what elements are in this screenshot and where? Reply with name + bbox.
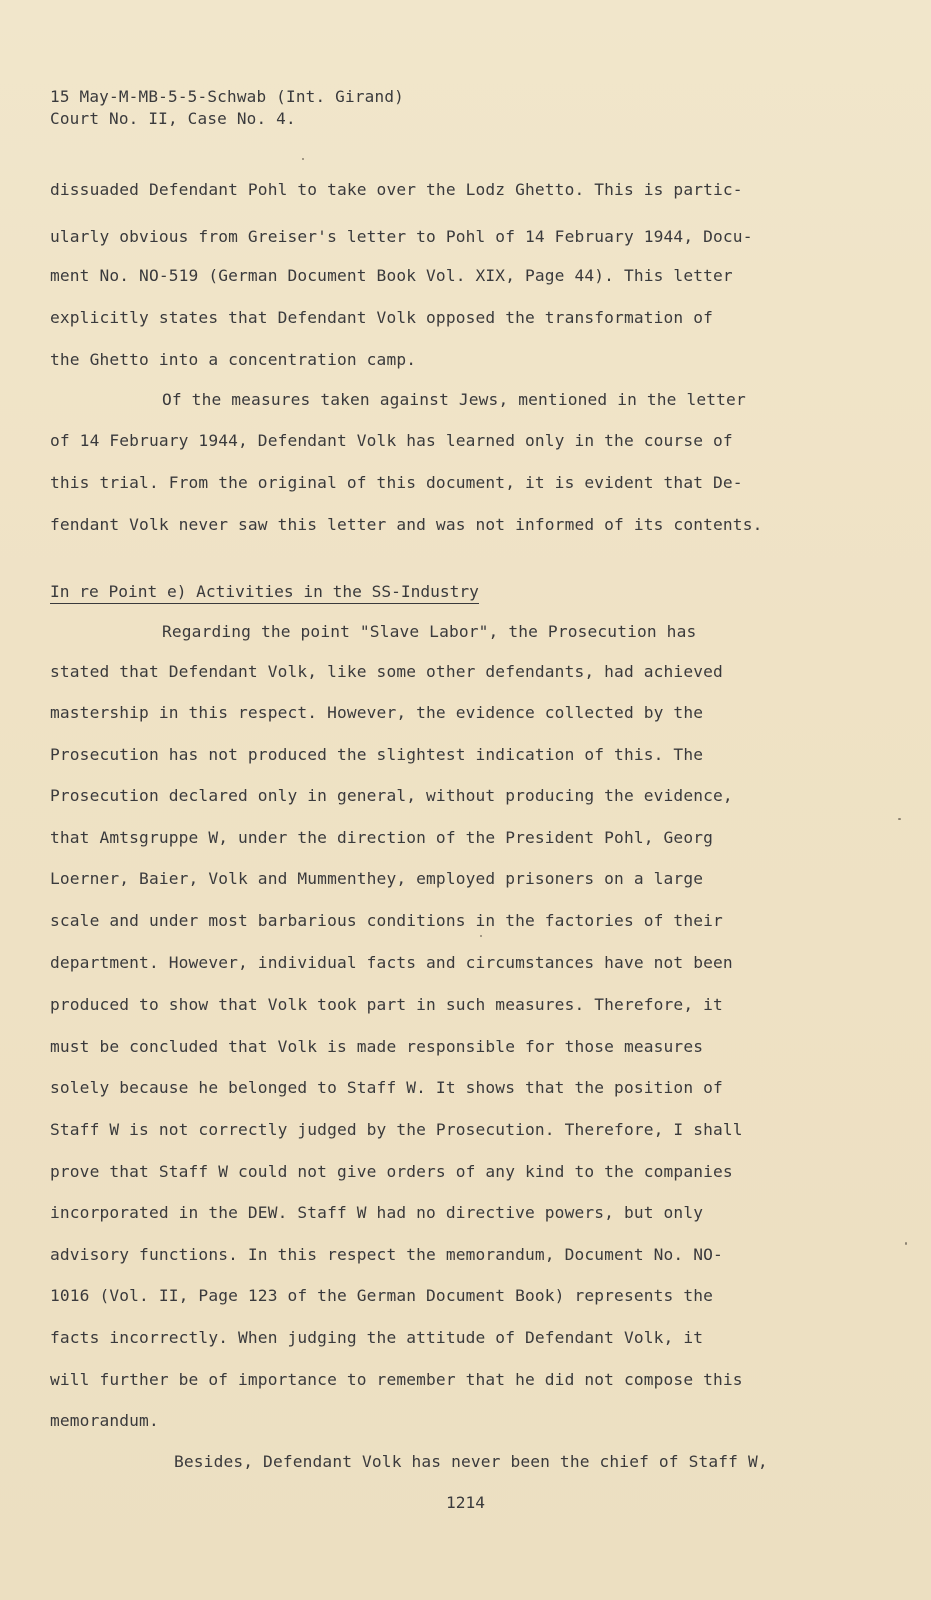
- page-number: 1214: [446, 1493, 485, 1512]
- text-line: of 14 February 1944, Defendant Volk has learned only in the course of: [50, 431, 733, 450]
- text-line: facts incorrectly. When judging the attitude of Defendant Volk, it: [50, 1328, 704, 1347]
- text-line: Besides, Defendant Volk has never been the chief of Staff W,: [174, 1452, 768, 1471]
- text-line: the Ghetto into a concentration camp.: [50, 350, 417, 369]
- paper-speck: [905, 1242, 907, 1245]
- text-line: dissuaded Defendant Pohl to take over the Lodz Ghetto. This is partic-: [50, 180, 743, 199]
- text-line: will further be of importance to remember that he did not compose this: [50, 1370, 743, 1389]
- paper-speck: [480, 935, 482, 937]
- text-line: that Amtsgruppe W, under the direction of the President Pohl, Georg: [50, 828, 714, 847]
- text-line: must be concluded that Volk is made responsible for those measures: [50, 1037, 704, 1056]
- header-line-1: 15 May-M-MB-5-5-Schwab (Int. Girand): [50, 87, 404, 106]
- text-line: Of the measures taken against Jews, mentioned in the letter: [162, 390, 746, 409]
- text-line: mastership in this respect. However, the evidence collected by the: [50, 703, 704, 722]
- text-line: ment No. NO-519 (German Document Book Vol. XIX, Page 44). This letter: [50, 266, 733, 285]
- text-line: Prosecution has not produced the slightest indication of this. The: [50, 745, 704, 764]
- section-heading: In re Point e) Activities in the SS-Industry: [50, 582, 479, 604]
- text-line: incorporated in the DEW. Staff W had no directive powers, but only: [50, 1203, 704, 1222]
- paper-speck: [302, 158, 304, 160]
- text-line: this trial. From the original of this document, it is evident that De-: [50, 473, 743, 492]
- text-line: Prosecution declared only in general, without producing the evidence,: [50, 786, 733, 805]
- text-line: advisory functions. In this respect the memorandum, Document No. NO-: [50, 1245, 723, 1264]
- text-line: 1016 (Vol. II, Page 123 of the German Document Book) represents the: [50, 1286, 714, 1305]
- text-line: stated that Defendant Volk, like some other defendants, had achieved: [50, 662, 723, 681]
- document-header: [50, 86, 404, 130]
- text-line: ularly obvious from Greiser's letter to Pohl of 14 February 1944, Docu-: [50, 227, 753, 246]
- text-line: Staff W is not correctly judged by the Prosecution. Therefore, I shall: [50, 1120, 743, 1139]
- text-line: solely because he belonged to Staff W. It shows that the position of: [50, 1078, 723, 1097]
- text-line: prove that Staff W could not give orders of any kind to the companies: [50, 1162, 733, 1181]
- text-line: scale and under most barbarious conditions in the factories of their: [50, 911, 723, 930]
- text-line: produced to show that Volk took part in such measures. Therefore, it: [50, 995, 723, 1014]
- header-line-2: Court No. II, Case No. 4.: [50, 109, 296, 128]
- text-line: explicitly states that Defendant Volk opposed the transformation of: [50, 308, 714, 327]
- text-line: fendant Volk never saw this letter and was not informed of its contents.: [50, 515, 763, 534]
- text-line: Loerner, Baier, Volk and Mummenthey, employed prisoners on a large: [50, 869, 704, 888]
- text-line: department. However, individual facts and circumstances have not been: [50, 953, 733, 972]
- text-line: memorandum.: [50, 1411, 159, 1430]
- paper-speck: [898, 818, 901, 820]
- text-line: Regarding the point "Slave Labor", the Prosecution has: [162, 622, 697, 641]
